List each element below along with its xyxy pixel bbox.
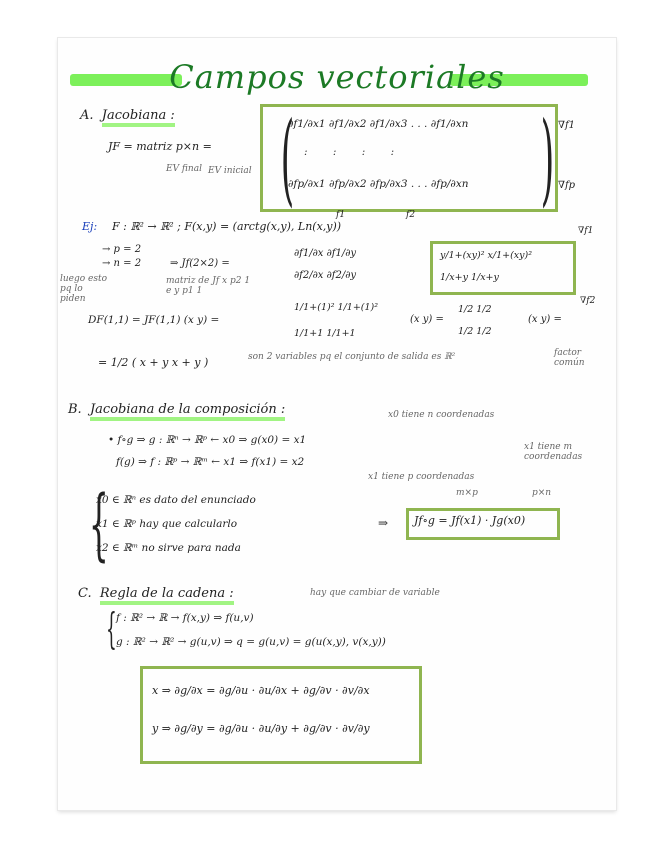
middle-note: matriz de Jf x p2 1 e y p1 1	[166, 276, 251, 296]
matrix-dots: : : : :	[304, 146, 406, 158]
chain-rule-box	[140, 666, 422, 764]
jf-size-line: ⇒ Jf(2×2) =	[170, 258, 230, 269]
df-matrix-row-1: 1/1+(1)² 1/1+(1)²	[294, 302, 379, 313]
f1-label: f1	[336, 210, 346, 220]
df-line: DF(1,1) = JF(1,1) (x y) =	[88, 314, 220, 326]
jf-matrix-row-2: ∂f2/∂x ∂f2/∂y	[294, 270, 357, 281]
result-gradient-1: ∇f1	[578, 226, 594, 236]
section-a-heading: A. Jacobiana :	[80, 108, 175, 123]
section-c-heading: C. Regla de la cadena :	[78, 586, 234, 601]
composition-formula: Jf∘g = Jf(x1) · Jg(x0)	[414, 514, 526, 527]
jf-definition: JF = matriz p×n =	[108, 140, 212, 153]
jf-result-row-2: 1/x+y 1/x+y	[440, 272, 499, 283]
son-note: son 2 variables pq el conjunto de salida es ℝ²	[248, 352, 456, 362]
example-label: Ej:	[82, 220, 98, 233]
df-half-row-2: 1/2 1/2	[458, 326, 492, 337]
result-gradient-2: ∇f2	[580, 296, 596, 306]
brace-left: {	[88, 480, 109, 570]
p-value: → p = 2	[102, 244, 142, 255]
pxn-label: p×n	[532, 488, 552, 498]
mxp-label: m×p	[456, 488, 478, 498]
chain-rule-x: x ⇒ ∂g/∂x = ∂g/∂u · ∂u/∂x + ∂g/∂v · ∂v/∂x	[152, 684, 370, 697]
jf-matrix-row-1: ∂f1/∂x ∂f1/∂y	[294, 248, 357, 259]
matrix-row-p: ∂fp/∂x1 ∂fp/∂x2 ∂fp/∂x3 . . . ∂fp/∂xn	[288, 178, 469, 190]
change-variable-note: hay que cambiar de variable	[310, 588, 440, 598]
chain-line-2: g : ℝ² → ℝ² → g(u,v) ⇒ q = g(u,v) = g(u(x,y), v(x,y))	[116, 636, 386, 648]
item-x1: x1 ∈ ℝᵖ hay que calcularlo	[96, 518, 238, 530]
df-xy-vector-2: (x y) =	[528, 314, 562, 325]
composition-line-1: • f∘g ⇒ g : ℝⁿ → ℝᵖ ← x0 ⇒ g(x0) = x1	[108, 434, 307, 446]
half-result: = 1/2 ( x + y x + y )	[98, 356, 209, 369]
x1-m-note: x1 tiene m coordenadas	[524, 442, 583, 462]
page-title: Campos vectoriales	[169, 58, 505, 96]
example-map: F : ℝ² → ℝ² ; F(x,y) = (arctg(x,y), Ln(x,y))	[112, 220, 342, 233]
section-b-heading: B. Jacobiana de la composición :	[68, 402, 285, 417]
x0-note: x0 tiene n coordenadas	[388, 410, 495, 420]
matrix-right-paren: )	[540, 100, 555, 217]
matrix-left-paren: (	[280, 100, 295, 217]
df-half-row-1: 1/2 1/2	[458, 304, 492, 315]
factor-note: factor común	[554, 348, 585, 368]
f2-label: f2	[406, 210, 416, 220]
chain-rule-y: y ⇒ ∂g/∂y = ∂g/∂u · ∂u/∂y + ∂g/∂v · ∂v/∂y	[152, 722, 370, 735]
df-matrix-row-2: 1/1+1 1/1+1	[294, 328, 356, 339]
df-xy-vector: (x y) =	[410, 314, 444, 325]
ev-final-note: EV final	[166, 164, 202, 174]
gradient-f1-label: ∇f1	[558, 120, 576, 131]
composition-line-2: f(g) ⇒ f : ℝᵖ → ℝᵐ ← x1 ⇒ f(x1) = x2	[116, 456, 305, 468]
implies-arrow: ⇒	[378, 516, 389, 530]
brace-c: {	[106, 604, 117, 653]
item-x2: x2 ∈ ℝᵐ no sirve para nada	[96, 542, 241, 554]
chain-line-1: f : ℝ² → ℝ → f(x,y) ⇒ f(u,v)	[116, 612, 254, 624]
gradient-fp-label: ∇fp	[558, 180, 576, 191]
notebook-page	[58, 38, 616, 810]
jf-result-row-1: y/1+(xy)² x/1+(xy)²	[440, 250, 533, 261]
left-margin-note: luego esto pq lo piden	[60, 274, 108, 304]
x1-p-note: x1 tiene p coordenadas	[368, 472, 475, 482]
matrix-row-1: ∂f1/∂x1 ∂f1/∂x2 ∂f1/∂x3 . . . ∂f1/∂xn	[288, 118, 469, 130]
item-x0: x0 ∈ ℝⁿ es dato del enunciado	[96, 494, 256, 506]
ev-inicial-note: EV inicial	[208, 166, 252, 176]
n-value: → n = 2	[102, 258, 142, 269]
